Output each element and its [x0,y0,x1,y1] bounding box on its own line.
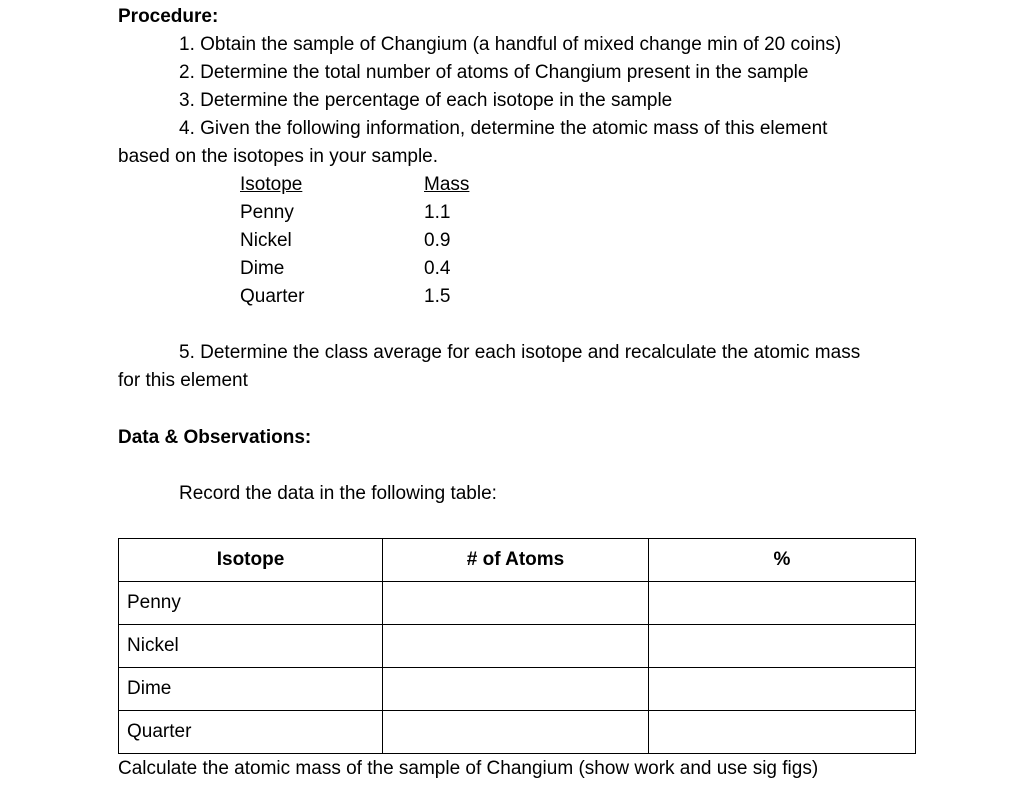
procedure-step-1: 1. Obtain the sample of Changium (a handful of mixed change min of 20 coins) [179,34,842,55]
isotope-mass-dime: 0.4 [424,258,451,279]
isotope-name-nickel: Nickel [240,230,292,251]
procedure-step-5-continuation: for this element [118,370,248,391]
atoms-cell-quarter[interactable] [383,711,649,754]
procedure-heading: Procedure: [118,6,219,27]
header-percent: % [649,539,916,582]
row-isotope-quarter: Quarter [119,711,383,754]
header-atoms: # of Atoms [383,539,649,582]
isotope-mass-quarter: 1.5 [424,286,451,307]
isotope-name-quarter: Quarter [240,286,305,307]
isotope-mass-nickel: 0.9 [424,230,451,251]
percent-cell-nickel[interactable] [649,625,916,668]
percent-cell-quarter[interactable] [649,711,916,754]
percent-cell-dime[interactable] [649,668,916,711]
isotope-name-penny: Penny [240,202,294,223]
atoms-cell-nickel[interactable] [383,625,649,668]
data-observations-heading: Data & Observations: [118,427,312,448]
table-row [119,711,916,754]
procedure-step-2: 2. Determine the total number of atoms of Changium present in the sample [179,62,809,83]
data-table [118,538,916,754]
calculate-prompt: Calculate the atomic mass of the sample of Changium (show work and use sig figs) [118,758,819,779]
mass-column-header: Mass [424,174,470,195]
header-isotope: Isotope [119,539,383,582]
percent-cell-penny[interactable] [649,582,916,625]
procedure-step-3: 3. Determine the percentage of each isotope in the sample [179,90,673,111]
isotope-mass-penny: 1.1 [424,202,451,223]
procedure-step-5: 5. Determine the class average for each isotope and recalculate the atomic mass [179,342,861,363]
row-isotope-nickel: Nickel [119,625,383,668]
table-row [119,582,916,625]
isotope-column-header: Isotope [240,174,303,195]
table-header-row [119,539,916,582]
atoms-cell-penny[interactable] [383,582,649,625]
procedure-step-4-continuation: based on the isotopes in your sample. [118,146,439,167]
record-instruction: Record the data in the following table: [179,483,497,504]
row-isotope-dime: Dime [119,668,383,711]
isotope-name-dime: Dime [240,258,285,279]
procedure-step-4: 4. Given the following information, determine the atomic mass of this element [179,118,828,139]
table-row [119,625,916,668]
table-row [119,668,916,711]
atoms-cell-dime[interactable] [383,668,649,711]
row-isotope-penny: Penny [119,582,383,625]
